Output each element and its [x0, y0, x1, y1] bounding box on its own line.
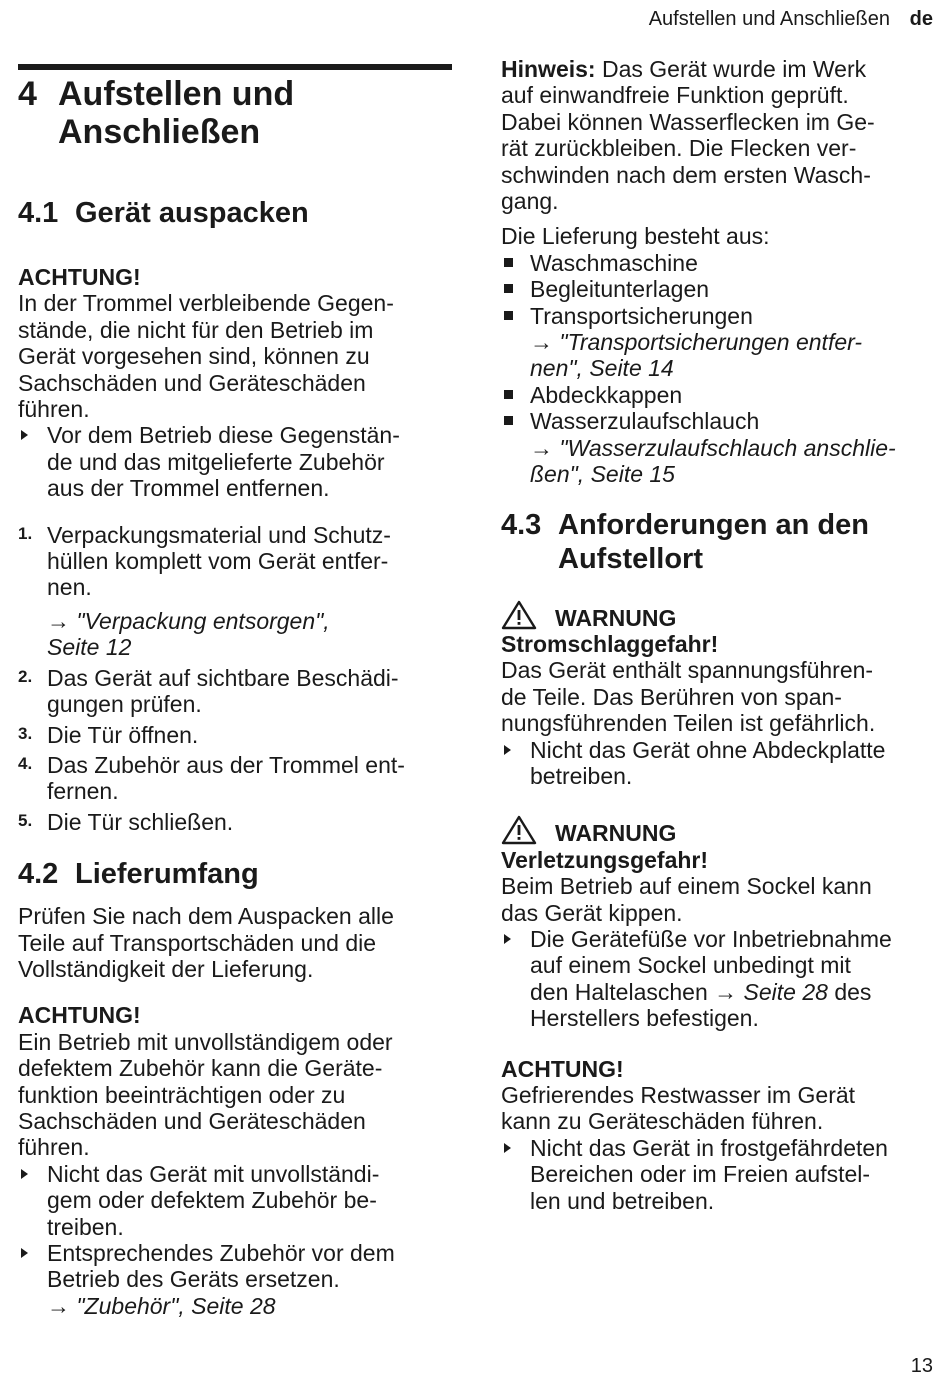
notice-line: stände, die nicht für den Betrieb im — [18, 316, 374, 343]
intro-paragraph — [18, 903, 458, 982]
step-number: 4. — [18, 753, 33, 773]
warning-line: Das Gerät enthält spannungsführen- — [501, 657, 874, 684]
action-item — [501, 926, 941, 1032]
triangle-arrow-icon — [504, 745, 511, 755]
action-line: Herstellers befestigen. — [530, 1005, 759, 1032]
cross-reference-page[interactable]: ßen", Seite 15 — [530, 461, 675, 488]
arrow-icon: → — [530, 434, 553, 461]
hint-block — [501, 56, 941, 214]
notice-line: Gerät vorgesehen sind, können zu — [18, 343, 370, 370]
warning-block — [501, 600, 941, 790]
hint-text: Das Gerät wurde im Werk — [601, 56, 867, 82]
cross-reference-page[interactable]: nen", Seite 14 — [530, 355, 674, 382]
arrow-icon: → — [47, 607, 70, 634]
notice-label: ACHTUNG! — [18, 1002, 141, 1029]
cross-reference-text[interactable]: Seite 28 — [743, 978, 828, 1005]
arrow-icon: → — [530, 329, 553, 356]
square-bullet-icon — [504, 258, 513, 267]
triangle-arrow-icon — [504, 1143, 511, 1153]
chapter-rule — [18, 64, 452, 70]
action-line: auf einem Sockel unbedingt mit — [530, 952, 851, 979]
action-line: Nicht das Gerät ohne Abdeckplatte — [530, 736, 886, 763]
cross-reference[interactable] — [530, 329, 941, 355]
list-item-text: Waschmaschine — [530, 249, 698, 276]
hazard-title: Verletzungsgefahr! — [501, 846, 709, 873]
left-column — [18, 72, 458, 1319]
arrow-icon: → — [47, 1292, 70, 1319]
list-item — [501, 408, 941, 487]
section-title: Lieferumfang — [75, 858, 259, 891]
step-line: Die Tür öffnen. — [47, 721, 199, 748]
notice-label: ACHTUNG! — [501, 1055, 624, 1082]
warning-triangle-icon — [501, 815, 537, 845]
warning-line: nungsführenden Teilen ist gefährlich. — [501, 710, 876, 737]
chapter-title-line: Aufstellen und — [58, 75, 295, 113]
action-text: des — [834, 978, 872, 1005]
warning-label-line — [501, 600, 941, 631]
action-line: Die Gerätefüße vor Inbetriebnahme — [530, 925, 892, 952]
triangle-arrow-icon — [21, 1169, 28, 1179]
square-bullet-icon — [504, 416, 513, 425]
action-line: len und betreiben. — [530, 1187, 715, 1214]
step-line: hüllen komplett vom Gerät entfer- — [47, 548, 389, 575]
hint-line: rät zurückbleiben. Die Flecken ver- — [501, 135, 857, 162]
notice-block — [501, 1056, 941, 1214]
action-text: den Haltelaschen — [530, 978, 708, 1005]
list-item-text: Abdeckkappen — [530, 381, 683, 408]
action-line: Entsprechendes Zubehör vor dem — [47, 1240, 395, 1266]
cross-reference-text[interactable]: "Verpackung entsorgen", — [76, 607, 330, 634]
hint-line — [501, 56, 941, 82]
action-item — [501, 1135, 941, 1214]
notice-line: Sachschäden und Geräteschäden — [18, 369, 366, 396]
notice-line: führen. — [18, 1134, 90, 1161]
action-line: Nicht das Gerät in frostgefährdeten — [530, 1134, 888, 1161]
section-title: Anforderungen an den — [558, 508, 869, 541]
section-number: 4.1 — [18, 197, 59, 229]
step-line: Verpackungsmaterial und Schutz- — [47, 521, 391, 548]
step-line: fernen. — [47, 778, 119, 805]
cross-reference-page[interactable]: Seite 12 — [47, 634, 132, 661]
step-item — [18, 752, 458, 805]
step-item — [18, 722, 458, 748]
action-line: aus der Trommel entfernen. — [47, 475, 330, 502]
action-line: gem oder defektem Zubehör be- — [47, 1187, 377, 1214]
hint-line: schwinden nach dem ersten Wasch- — [501, 161, 871, 188]
section-number: 4.3 — [501, 508, 542, 541]
notice-line: defektem Zubehör kann die Geräte- — [18, 1055, 383, 1082]
action-item — [18, 1240, 458, 1319]
square-bullet-icon — [504, 311, 513, 320]
step-number: 3. — [18, 723, 33, 743]
notice-line: Ein Betrieb mit unvollständigem oder — [18, 1028, 393, 1055]
action-line: Betrieb des Geräts ersetzen. — [47, 1266, 340, 1293]
section-heading-4-3 — [501, 508, 941, 576]
action-line — [530, 979, 941, 1005]
action-item — [501, 737, 941, 790]
hint-line: gang. — [501, 188, 559, 215]
action-line: betreiben. — [530, 762, 633, 789]
list-item-text: Begleitunterlagen — [530, 276, 710, 303]
step-line: Die Tür schließen. — [47, 808, 234, 835]
action-line: Bereichen oder im Freien aufstel- — [530, 1161, 871, 1188]
step-line: Das Zubehör aus der Trommel ent- — [47, 751, 405, 778]
notice-line: In der Trommel verbleibende Gegen- — [18, 290, 394, 317]
step-item — [18, 809, 458, 835]
step-item — [18, 665, 458, 718]
notice-label: ACHTUNG! — [18, 264, 141, 290]
list-item-text: Transportsicherungen — [530, 302, 753, 329]
chapter-number: 4 — [18, 75, 37, 113]
notice-line: Gefrierendes Restwasser im Gerät — [501, 1082, 856, 1108]
action-item — [18, 1161, 458, 1240]
step-list — [18, 522, 458, 835]
section-number: 4.2 — [18, 858, 59, 891]
intro-line: Teile auf Transportschäden und die — [18, 929, 377, 956]
cross-reference[interactable] — [47, 608, 458, 634]
arrow-icon: → — [714, 978, 738, 1005]
step-line: gungen prüfen. — [47, 691, 202, 718]
cross-reference[interactable] — [530, 435, 941, 461]
chapter-title — [18, 75, 458, 151]
triangle-arrow-icon — [21, 430, 28, 440]
action-item — [18, 422, 458, 501]
warning-label-line — [501, 815, 941, 846]
page-number: 13 — [910, 1355, 933, 1377]
step-number: 1. — [18, 523, 33, 543]
notice-line: Sachschäden und Geräteschäden — [18, 1107, 366, 1134]
notice-block — [18, 1002, 458, 1319]
list-item — [501, 276, 941, 302]
cross-reference-text[interactable]: "Transportsicherungen entfer- — [559, 329, 863, 356]
section-title: Aufstellort — [558, 542, 703, 575]
list-item — [501, 382, 941, 408]
square-bullet-icon — [504, 284, 513, 293]
notice-block — [18, 264, 458, 502]
triangle-arrow-icon — [21, 1248, 28, 1258]
delivery-intro: Die Lieferung besteht aus: — [501, 223, 770, 250]
intro-line: Vollständigkeit der Lieferung. — [18, 955, 314, 982]
square-bullet-icon — [504, 390, 513, 399]
notice-line: führen. — [18, 396, 90, 423]
right-column — [501, 56, 941, 1214]
warning-line: Beim Betrieb auf einem Sockel kann — [501, 873, 872, 900]
hazard-title: Stromschlaggefahr! — [501, 630, 719, 657]
step-number: 2. — [18, 666, 33, 686]
section-title: Gerät auspacken — [75, 197, 309, 229]
hint-line: Dabei können Wasserflecken im Ge- — [501, 108, 875, 135]
section-heading-4-1 — [18, 196, 458, 230]
cross-reference[interactable] — [47, 1293, 458, 1319]
warning-triangle-icon — [501, 600, 537, 630]
section-heading-4-2 — [18, 857, 458, 891]
warning-line: de Teile. Das Berühren von span- — [501, 683, 842, 710]
chapter-title-line: Anschließen — [58, 113, 261, 151]
language-tag: de — [909, 8, 933, 30]
step-item — [18, 522, 458, 661]
cross-reference-text[interactable]: "Wasserzulaufschlauch anschlie- — [559, 434, 896, 461]
warning-block — [501, 815, 941, 1031]
list-item — [501, 250, 941, 276]
hint-line: auf einwandfreie Funktion geprüft. — [501, 82, 849, 109]
action-line: treiben. — [47, 1213, 124, 1240]
warning-line: das Gerät kippen. — [501, 899, 683, 926]
list-item — [501, 303, 941, 382]
action-line: Vor dem Betrieb diese Gegenstän- — [47, 422, 400, 449]
intro-line: Prüfen Sie nach dem Auspacken alle — [18, 903, 394, 930]
step-line: Das Gerät auf sichtbare Beschädi- — [47, 664, 399, 691]
step-number: 5. — [18, 810, 33, 830]
hint-label: Hinweis: — [501, 56, 596, 82]
cross-reference-text[interactable]: "Zubehör", Seite 28 — [76, 1292, 276, 1319]
step-line: nen. — [47, 574, 92, 601]
notice-line: kann zu Geräteschäden führen. — [501, 1108, 824, 1135]
warning-label: WARNUNG — [555, 604, 677, 631]
notice-line: funktion beeinträchtigen oder zu — [18, 1081, 346, 1108]
action-line: de und das mitgelieferte Zubehör — [47, 448, 385, 475]
delivery-list — [501, 223, 941, 487]
warning-label: WARNUNG — [555, 820, 677, 847]
triangle-arrow-icon — [504, 934, 511, 944]
action-line: Nicht das Gerät mit unvollständi- — [47, 1160, 380, 1187]
running-header: Aufstellen und Anschließen — [648, 8, 890, 30]
list-item-text: Wasserzulaufschlauch — [530, 408, 760, 435]
